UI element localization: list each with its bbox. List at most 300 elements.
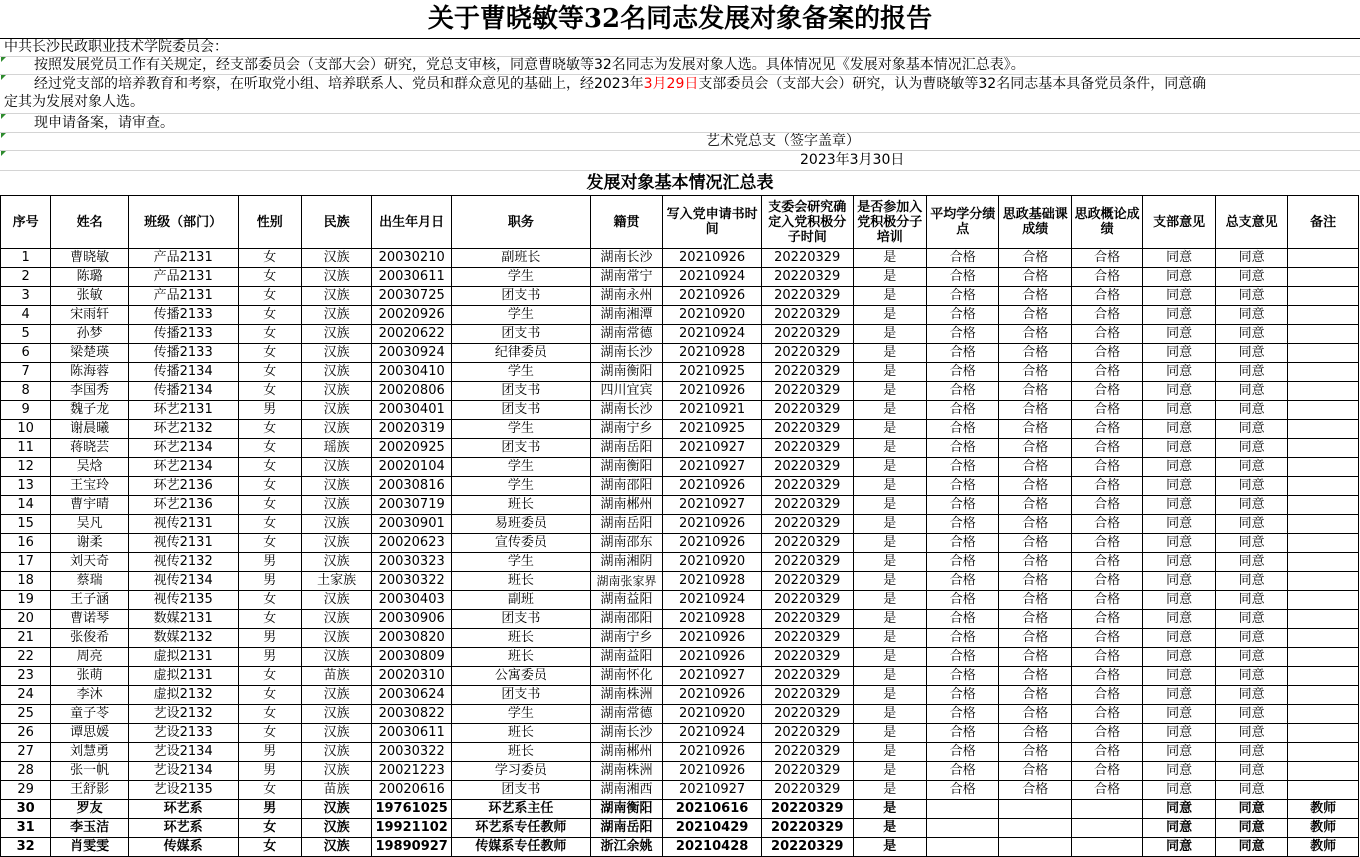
cell-index[interactable]: 11 bbox=[1, 439, 51, 458]
cell-position[interactable]: 团支书 bbox=[451, 382, 590, 401]
cell-name[interactable]: 李玉洁 bbox=[51, 819, 129, 838]
cell-index[interactable]: 4 bbox=[1, 306, 51, 325]
cell-ideology-basic[interactable]: 合格 bbox=[999, 667, 1071, 686]
cell-gender[interactable]: 女 bbox=[238, 382, 301, 401]
cell-gpa[interactable]: 合格 bbox=[927, 648, 999, 667]
cell-index[interactable]: 18 bbox=[1, 572, 51, 591]
cell-ideology-basic[interactable]: 合格 bbox=[999, 553, 1071, 572]
cell-ideology-intro[interactable] bbox=[1071, 819, 1142, 838]
cell-ethnicity[interactable]: 汉族 bbox=[301, 553, 371, 572]
cell-branch-opinion[interactable]: 同意 bbox=[1143, 705, 1215, 724]
cell-birthdate[interactable]: 20030410 bbox=[372, 363, 452, 382]
cell-ethnicity[interactable]: 汉族 bbox=[301, 610, 371, 629]
cell-index[interactable]: 8 bbox=[1, 382, 51, 401]
cell-ideology-intro[interactable]: 合格 bbox=[1071, 686, 1142, 705]
cell-ideology-basic[interactable]: 合格 bbox=[999, 287, 1071, 306]
cell-name[interactable]: 李沐 bbox=[51, 686, 129, 705]
cell-training[interactable]: 是 bbox=[853, 439, 926, 458]
cell-application-date[interactable]: 20210429 bbox=[663, 819, 762, 838]
cell-birthdate[interactable]: 20030401 bbox=[372, 401, 452, 420]
cell-gpa[interactable]: 合格 bbox=[927, 344, 999, 363]
cell-name[interactable]: 周亮 bbox=[51, 648, 129, 667]
cell-ethnicity[interactable]: 汉族 bbox=[301, 287, 371, 306]
cell-gpa[interactable]: 合格 bbox=[927, 553, 999, 572]
cell-ideology-basic[interactable]: 合格 bbox=[999, 724, 1071, 743]
cell-index[interactable]: 16 bbox=[1, 534, 51, 553]
cell-ideology-intro[interactable]: 合格 bbox=[1071, 610, 1142, 629]
cell-branch-opinion[interactable]: 同意 bbox=[1143, 553, 1215, 572]
cell-gender[interactable]: 女 bbox=[238, 515, 301, 534]
cell-branch-opinion[interactable]: 同意 bbox=[1143, 743, 1215, 762]
cell-position[interactable]: 团支书 bbox=[451, 401, 590, 420]
cell-general-branch-opinion[interactable]: 同意 bbox=[1215, 344, 1287, 363]
cell-gender[interactable]: 女 bbox=[238, 268, 301, 287]
cell-ethnicity[interactable]: 汉族 bbox=[301, 458, 371, 477]
cell-training[interactable]: 是 bbox=[853, 781, 926, 800]
cell-ethnicity[interactable]: 汉族 bbox=[301, 515, 371, 534]
cell-birthdate[interactable]: 20030611 bbox=[372, 724, 452, 743]
cell-ethnicity[interactable]: 苗族 bbox=[301, 781, 371, 800]
cell-gender[interactable]: 男 bbox=[238, 401, 301, 420]
cell-training[interactable]: 是 bbox=[853, 515, 926, 534]
cell-gpa[interactable]: 合格 bbox=[927, 496, 999, 515]
cell-index[interactable]: 9 bbox=[1, 401, 51, 420]
cell-index[interactable]: 26 bbox=[1, 724, 51, 743]
cell-ideology-basic[interactable]: 合格 bbox=[999, 458, 1071, 477]
cell-class[interactable]: 传播2134 bbox=[128, 363, 238, 382]
cell-position[interactable]: 学生 bbox=[451, 458, 590, 477]
cell-gpa[interactable]: 合格 bbox=[927, 306, 999, 325]
cell-gpa[interactable]: 合格 bbox=[927, 325, 999, 344]
cell-activist-date[interactable]: 20220329 bbox=[761, 534, 853, 553]
cell-training[interactable]: 是 bbox=[853, 401, 926, 420]
cell-ideology-basic[interactable]: 合格 bbox=[999, 591, 1071, 610]
cell-class[interactable]: 艺设2132 bbox=[128, 705, 238, 724]
cell-general-branch-opinion[interactable]: 同意 bbox=[1215, 268, 1287, 287]
cell-birthdate[interactable]: 20020104 bbox=[372, 458, 452, 477]
cell-gpa[interactable]: 合格 bbox=[927, 762, 999, 781]
cell-hometown[interactable]: 湖南常宁 bbox=[590, 268, 662, 287]
cell-birthdate[interactable]: 20030816 bbox=[372, 477, 452, 496]
cell-index[interactable]: 7 bbox=[1, 363, 51, 382]
cell-activist-date[interactable]: 20220329 bbox=[761, 629, 853, 648]
cell-position[interactable]: 班长 bbox=[451, 496, 590, 515]
cell-ethnicity[interactable]: 汉族 bbox=[301, 344, 371, 363]
cell-ideology-intro[interactable]: 合格 bbox=[1071, 382, 1142, 401]
cell-training[interactable]: 是 bbox=[853, 306, 926, 325]
cell-position[interactable]: 环艺系主任 bbox=[451, 800, 590, 819]
cell-remark[interactable] bbox=[1288, 401, 1359, 420]
cell-name[interactable]: 张萌 bbox=[51, 667, 129, 686]
cell-gender[interactable]: 男 bbox=[238, 572, 301, 591]
cell-gpa[interactable]: 合格 bbox=[927, 420, 999, 439]
cell-training[interactable]: 是 bbox=[853, 572, 926, 591]
cell-activist-date[interactable]: 20220329 bbox=[761, 477, 853, 496]
cell-application-date[interactable]: 20210927 bbox=[663, 667, 762, 686]
cell-application-date[interactable]: 20210926 bbox=[663, 515, 762, 534]
cell-gender[interactable]: 女 bbox=[238, 686, 301, 705]
cell-branch-opinion[interactable]: 同意 bbox=[1143, 781, 1215, 800]
cell-class[interactable]: 视传2135 bbox=[128, 591, 238, 610]
cell-ethnicity[interactable]: 汉族 bbox=[301, 648, 371, 667]
cell-branch-opinion[interactable]: 同意 bbox=[1143, 306, 1215, 325]
cell-activist-date[interactable]: 20220329 bbox=[761, 838, 853, 857]
cell-name[interactable]: 肖雯雯 bbox=[51, 838, 129, 857]
cell-general-branch-opinion[interactable]: 同意 bbox=[1215, 667, 1287, 686]
cell-class[interactable]: 传播2133 bbox=[128, 325, 238, 344]
cell-birthdate[interactable]: 19921102 bbox=[372, 819, 452, 838]
cell-remark[interactable] bbox=[1288, 287, 1359, 306]
cell-gender[interactable]: 男 bbox=[238, 743, 301, 762]
cell-training[interactable]: 是 bbox=[853, 268, 926, 287]
cell-gpa[interactable]: 合格 bbox=[927, 363, 999, 382]
cell-index[interactable]: 25 bbox=[1, 705, 51, 724]
cell-training[interactable]: 是 bbox=[853, 648, 926, 667]
cell-ideology-basic[interactable] bbox=[999, 819, 1071, 838]
cell-ideology-intro[interactable]: 合格 bbox=[1071, 363, 1142, 382]
cell-training[interactable]: 是 bbox=[853, 363, 926, 382]
cell-birthdate[interactable]: 20030611 bbox=[372, 268, 452, 287]
cell-gpa[interactable] bbox=[927, 838, 999, 857]
cell-index[interactable]: 13 bbox=[1, 477, 51, 496]
cell-training[interactable]: 是 bbox=[853, 667, 926, 686]
header-col-general-branch-opinion[interactable]: 总支意见 bbox=[1215, 196, 1287, 249]
cell-gender[interactable]: 女 bbox=[238, 325, 301, 344]
cell-class[interactable]: 虚拟2131 bbox=[128, 667, 238, 686]
cell-ideology-basic[interactable]: 合格 bbox=[999, 572, 1071, 591]
cell-name[interactable]: 吴焓 bbox=[51, 458, 129, 477]
cell-hometown[interactable]: 湖南常德 bbox=[590, 705, 662, 724]
cell-hometown[interactable]: 湖南邵阳 bbox=[590, 610, 662, 629]
cell-ideology-basic[interactable]: 合格 bbox=[999, 515, 1071, 534]
cell-general-branch-opinion[interactable]: 同意 bbox=[1215, 420, 1287, 439]
cell-index[interactable]: 22 bbox=[1, 648, 51, 667]
cell-birthdate[interactable]: 20020622 bbox=[372, 325, 452, 344]
cell-gpa[interactable]: 合格 bbox=[927, 629, 999, 648]
cell-hometown[interactable]: 湖南常德 bbox=[590, 325, 662, 344]
cell-training[interactable]: 是 bbox=[853, 420, 926, 439]
cell-gpa[interactable]: 合格 bbox=[927, 667, 999, 686]
cell-name[interactable]: 罗友 bbox=[51, 800, 129, 819]
cell-ideology-basic[interactable]: 合格 bbox=[999, 268, 1071, 287]
cell-hometown[interactable]: 湖南衡阳 bbox=[590, 800, 662, 819]
cell-general-branch-opinion[interactable]: 同意 bbox=[1215, 553, 1287, 572]
cell-branch-opinion[interactable]: 同意 bbox=[1143, 762, 1215, 781]
cell-ideology-intro[interactable]: 合格 bbox=[1071, 705, 1142, 724]
cell-name[interactable]: 谭思媛 bbox=[51, 724, 129, 743]
cell-class[interactable]: 数媒2132 bbox=[128, 629, 238, 648]
cell-branch-opinion[interactable]: 同意 bbox=[1143, 287, 1215, 306]
cell-branch-opinion[interactable]: 同意 bbox=[1143, 534, 1215, 553]
cell-position[interactable]: 环艺系专任教师 bbox=[451, 819, 590, 838]
cell-training[interactable]: 是 bbox=[853, 800, 926, 819]
cell-gpa[interactable]: 合格 bbox=[927, 591, 999, 610]
cell-activist-date[interactable]: 20220329 bbox=[761, 743, 853, 762]
cell-ethnicity[interactable]: 汉族 bbox=[301, 591, 371, 610]
cell-ideology-intro[interactable] bbox=[1071, 838, 1142, 857]
cell-birthdate[interactable]: 20030725 bbox=[372, 287, 452, 306]
cell-class[interactable]: 艺设2134 bbox=[128, 743, 238, 762]
cell-ideology-basic[interactable]: 合格 bbox=[999, 781, 1071, 800]
cell-name[interactable]: 李国秀 bbox=[51, 382, 129, 401]
cell-application-date[interactable]: 20210428 bbox=[663, 838, 762, 857]
cell-ideology-intro[interactable]: 合格 bbox=[1071, 553, 1142, 572]
cell-hometown[interactable]: 湖南长沙 bbox=[590, 724, 662, 743]
cell-activist-date[interactable]: 20220329 bbox=[761, 819, 853, 838]
cell-birthdate[interactable]: 20030901 bbox=[372, 515, 452, 534]
cell-name[interactable]: 陈海蓉 bbox=[51, 363, 129, 382]
cell-ideology-basic[interactable]: 合格 bbox=[999, 420, 1071, 439]
cell-ideology-intro[interactable]: 合格 bbox=[1071, 439, 1142, 458]
cell-hometown[interactable]: 湖南湘西 bbox=[590, 781, 662, 800]
cell-hometown[interactable]: 湖南株洲 bbox=[590, 762, 662, 781]
cell-position[interactable]: 易班委员 bbox=[451, 515, 590, 534]
header-col-gpa[interactable]: 平均学分绩点 bbox=[927, 196, 999, 249]
cell-index[interactable]: 2 bbox=[1, 268, 51, 287]
cell-branch-opinion[interactable]: 同意 bbox=[1143, 667, 1215, 686]
cell-name[interactable]: 谢柔 bbox=[51, 534, 129, 553]
header-col-gender[interactable]: 性别 bbox=[238, 196, 301, 249]
cell-birthdate[interactable]: 20030624 bbox=[372, 686, 452, 705]
cell-gpa[interactable]: 合格 bbox=[927, 610, 999, 629]
cell-branch-opinion[interactable]: 同意 bbox=[1143, 572, 1215, 591]
cell-gpa[interactable]: 合格 bbox=[927, 477, 999, 496]
cell-gpa[interactable]: 合格 bbox=[927, 686, 999, 705]
cell-training[interactable]: 是 bbox=[853, 534, 926, 553]
cell-general-branch-opinion[interactable]: 同意 bbox=[1215, 648, 1287, 667]
cell-index[interactable]: 3 bbox=[1, 287, 51, 306]
cell-ethnicity[interactable]: 汉族 bbox=[301, 800, 371, 819]
cell-ethnicity[interactable]: 汉族 bbox=[301, 306, 371, 325]
cell-gender[interactable]: 女 bbox=[238, 667, 301, 686]
cell-training[interactable]: 是 bbox=[853, 819, 926, 838]
cell-hometown[interactable]: 湖南湘潭 bbox=[590, 306, 662, 325]
cell-branch-opinion[interactable]: 同意 bbox=[1143, 249, 1215, 268]
cell-training[interactable]: 是 bbox=[853, 762, 926, 781]
cell-ideology-intro[interactable]: 合格 bbox=[1071, 496, 1142, 515]
cell-class[interactable]: 艺设2134 bbox=[128, 762, 238, 781]
cell-remark[interactable] bbox=[1288, 648, 1359, 667]
cell-name[interactable]: 陈璐 bbox=[51, 268, 129, 287]
cell-ethnicity[interactable]: 汉族 bbox=[301, 363, 371, 382]
cell-general-branch-opinion[interactable]: 同意 bbox=[1215, 306, 1287, 325]
cell-gpa[interactable]: 合格 bbox=[927, 515, 999, 534]
cell-index[interactable]: 24 bbox=[1, 686, 51, 705]
cell-gpa[interactable]: 合格 bbox=[927, 458, 999, 477]
cell-ethnicity[interactable]: 汉族 bbox=[301, 268, 371, 287]
cell-training[interactable]: 是 bbox=[853, 382, 926, 401]
cell-ethnicity[interactable]: 汉族 bbox=[301, 838, 371, 857]
cell-remark[interactable] bbox=[1288, 553, 1359, 572]
cell-class[interactable]: 环艺系 bbox=[128, 800, 238, 819]
cell-ethnicity[interactable]: 汉族 bbox=[301, 477, 371, 496]
cell-remark[interactable] bbox=[1288, 705, 1359, 724]
cell-index[interactable]: 5 bbox=[1, 325, 51, 344]
cell-training[interactable]: 是 bbox=[853, 496, 926, 515]
cell-general-branch-opinion[interactable]: 同意 bbox=[1215, 800, 1287, 819]
cell-class[interactable]: 视传2132 bbox=[128, 553, 238, 572]
cell-activist-date[interactable]: 20220329 bbox=[761, 363, 853, 382]
cell-name[interactable]: 曹晓敏 bbox=[51, 249, 129, 268]
cell-position[interactable]: 团支书 bbox=[451, 287, 590, 306]
cell-gender[interactable]: 女 bbox=[238, 496, 301, 515]
cell-training[interactable]: 是 bbox=[853, 705, 926, 724]
cell-training[interactable]: 是 bbox=[853, 344, 926, 363]
header-col-ideology-intro[interactable]: 思政概论成绩 bbox=[1071, 196, 1142, 249]
cell-name[interactable]: 张一帆 bbox=[51, 762, 129, 781]
cell-activist-date[interactable]: 20220329 bbox=[761, 762, 853, 781]
cell-position[interactable]: 宣传委员 bbox=[451, 534, 590, 553]
cell-index[interactable]: 31 bbox=[1, 819, 51, 838]
cell-application-date[interactable]: 20210924 bbox=[663, 724, 762, 743]
cell-birthdate[interactable]: 20030719 bbox=[372, 496, 452, 515]
cell-activist-date[interactable]: 20220329 bbox=[761, 781, 853, 800]
cell-application-date[interactable]: 20210927 bbox=[663, 439, 762, 458]
cell-activist-date[interactable]: 20220329 bbox=[761, 705, 853, 724]
cell-activist-date[interactable]: 20220329 bbox=[761, 553, 853, 572]
cell-gender[interactable]: 女 bbox=[238, 306, 301, 325]
cell-index[interactable]: 1 bbox=[1, 249, 51, 268]
cell-remark[interactable] bbox=[1288, 344, 1359, 363]
cell-hometown[interactable]: 湖南长沙 bbox=[590, 249, 662, 268]
cell-birthdate[interactable]: 20030924 bbox=[372, 344, 452, 363]
cell-gender[interactable]: 女 bbox=[238, 724, 301, 743]
cell-ideology-intro[interactable]: 合格 bbox=[1071, 306, 1142, 325]
cell-gpa[interactable]: 合格 bbox=[927, 724, 999, 743]
cell-remark[interactable] bbox=[1288, 515, 1359, 534]
cell-application-date[interactable]: 20210927 bbox=[663, 458, 762, 477]
cell-ethnicity[interactable]: 土家族 bbox=[301, 572, 371, 591]
cell-hometown[interactable]: 湖南益阳 bbox=[590, 591, 662, 610]
cell-ideology-intro[interactable]: 合格 bbox=[1071, 534, 1142, 553]
cell-index[interactable]: 29 bbox=[1, 781, 51, 800]
cell-birthdate[interactable]: 20030809 bbox=[372, 648, 452, 667]
cell-hometown[interactable]: 湖南岳阳 bbox=[590, 819, 662, 838]
cell-general-branch-opinion[interactable]: 同意 bbox=[1215, 515, 1287, 534]
cell-ideology-intro[interactable]: 合格 bbox=[1071, 401, 1142, 420]
cell-birthdate[interactable]: 20020926 bbox=[372, 306, 452, 325]
cell-general-branch-opinion[interactable]: 同意 bbox=[1215, 287, 1287, 306]
cell-general-branch-opinion[interactable]: 同意 bbox=[1215, 249, 1287, 268]
cell-ideology-intro[interactable]: 合格 bbox=[1071, 420, 1142, 439]
header-col-remark[interactable]: 备注 bbox=[1288, 196, 1359, 249]
cell-branch-opinion[interactable]: 同意 bbox=[1143, 268, 1215, 287]
cell-application-date[interactable]: 20210920 bbox=[663, 553, 762, 572]
cell-index[interactable]: 10 bbox=[1, 420, 51, 439]
cell-position[interactable]: 学生 bbox=[451, 306, 590, 325]
cell-position[interactable]: 公寓委员 bbox=[451, 667, 590, 686]
cell-application-date[interactable]: 20210926 bbox=[663, 762, 762, 781]
cell-training[interactable]: 是 bbox=[853, 458, 926, 477]
cell-hometown[interactable]: 湖南湘阴 bbox=[590, 553, 662, 572]
cell-ideology-basic[interactable]: 合格 bbox=[999, 306, 1071, 325]
cell-ideology-intro[interactable]: 合格 bbox=[1071, 648, 1142, 667]
cell-gender[interactable]: 女 bbox=[238, 420, 301, 439]
cell-ideology-basic[interactable]: 合格 bbox=[999, 629, 1071, 648]
cell-activist-date[interactable]: 20220329 bbox=[761, 515, 853, 534]
cell-ethnicity[interactable]: 汉族 bbox=[301, 686, 371, 705]
cell-gender[interactable]: 女 bbox=[238, 287, 301, 306]
cell-activist-date[interactable]: 20220329 bbox=[761, 667, 853, 686]
cell-remark[interactable] bbox=[1288, 477, 1359, 496]
cell-hometown[interactable]: 湖南益阳 bbox=[590, 648, 662, 667]
cell-remark[interactable] bbox=[1288, 382, 1359, 401]
cell-hometown[interactable]: 湖南张家界 bbox=[590, 572, 662, 591]
cell-remark[interactable] bbox=[1288, 534, 1359, 553]
paragraph-3-line[interactable] bbox=[0, 114, 1360, 133]
cell-branch-opinion[interactable]: 同意 bbox=[1143, 401, 1215, 420]
cell-index[interactable]: 28 bbox=[1, 762, 51, 781]
cell-ideology-basic[interactable]: 合格 bbox=[999, 686, 1071, 705]
cell-remark[interactable] bbox=[1288, 686, 1359, 705]
cell-ideology-intro[interactable]: 合格 bbox=[1071, 667, 1142, 686]
cell-gender[interactable]: 女 bbox=[238, 534, 301, 553]
cell-index[interactable]: 14 bbox=[1, 496, 51, 515]
cell-training[interactable]: 是 bbox=[853, 287, 926, 306]
cell-class[interactable]: 环艺2131 bbox=[128, 401, 238, 420]
cell-index[interactable]: 17 bbox=[1, 553, 51, 572]
cell-class[interactable]: 传播2134 bbox=[128, 382, 238, 401]
cell-hometown[interactable]: 湖南宁乡 bbox=[590, 420, 662, 439]
cell-position[interactable]: 纪律委员 bbox=[451, 344, 590, 363]
cell-birthdate[interactable]: 20020806 bbox=[372, 382, 452, 401]
cell-gender[interactable]: 女 bbox=[238, 249, 301, 268]
cell-remark[interactable] bbox=[1288, 762, 1359, 781]
cell-birthdate[interactable]: 19890927 bbox=[372, 838, 452, 857]
cell-gpa[interactable] bbox=[927, 819, 999, 838]
cell-name[interactable]: 曹诺琴 bbox=[51, 610, 129, 629]
cell-hometown[interactable]: 湖南岳阳 bbox=[590, 515, 662, 534]
cell-gender[interactable]: 女 bbox=[238, 838, 301, 857]
cell-ethnicity[interactable]: 汉族 bbox=[301, 249, 371, 268]
header-col-ethnicity[interactable]: 民族 bbox=[301, 196, 371, 249]
cell-class[interactable]: 环艺2134 bbox=[128, 439, 238, 458]
cell-index[interactable]: 12 bbox=[1, 458, 51, 477]
cell-branch-opinion[interactable]: 同意 bbox=[1143, 458, 1215, 477]
header-col-index[interactable]: 序号 bbox=[1, 196, 51, 249]
cell-activist-date[interactable]: 20220329 bbox=[761, 287, 853, 306]
cell-index[interactable]: 32 bbox=[1, 838, 51, 857]
cell-ethnicity[interactable]: 瑶族 bbox=[301, 439, 371, 458]
cell-class[interactable]: 艺设2135 bbox=[128, 781, 238, 800]
cell-ideology-basic[interactable] bbox=[999, 800, 1071, 819]
cell-application-date[interactable]: 20210926 bbox=[663, 287, 762, 306]
cell-gender[interactable]: 女 bbox=[238, 610, 301, 629]
signature-line[interactable] bbox=[0, 133, 1360, 151]
cell-general-branch-opinion[interactable]: 同意 bbox=[1215, 591, 1287, 610]
cell-ethnicity[interactable]: 汉族 bbox=[301, 382, 371, 401]
cell-gender[interactable]: 女 bbox=[238, 705, 301, 724]
cell-activist-date[interactable]: 20220329 bbox=[761, 686, 853, 705]
cell-application-date[interactable]: 20210928 bbox=[663, 344, 762, 363]
cell-application-date[interactable]: 20210926 bbox=[663, 743, 762, 762]
cell-ideology-intro[interactable]: 合格 bbox=[1071, 458, 1142, 477]
cell-activist-date[interactable]: 20220329 bbox=[761, 401, 853, 420]
cell-hometown[interactable]: 湖南长沙 bbox=[590, 344, 662, 363]
cell-hometown[interactable]: 湖南郴州 bbox=[590, 496, 662, 515]
header-col-name[interactable]: 姓名 bbox=[51, 196, 129, 249]
cell-position[interactable]: 学生 bbox=[451, 705, 590, 724]
cell-activist-date[interactable]: 20220329 bbox=[761, 496, 853, 515]
cell-general-branch-opinion[interactable]: 同意 bbox=[1215, 477, 1287, 496]
cell-remark[interactable] bbox=[1288, 363, 1359, 382]
cell-ideology-basic[interactable]: 合格 bbox=[999, 249, 1071, 268]
cell-gender[interactable]: 男 bbox=[238, 553, 301, 572]
cell-ideology-basic[interactable] bbox=[999, 838, 1071, 857]
cell-name[interactable]: 王舒影 bbox=[51, 781, 129, 800]
cell-ideology-intro[interactable]: 合格 bbox=[1071, 629, 1142, 648]
cell-training[interactable]: 是 bbox=[853, 249, 926, 268]
